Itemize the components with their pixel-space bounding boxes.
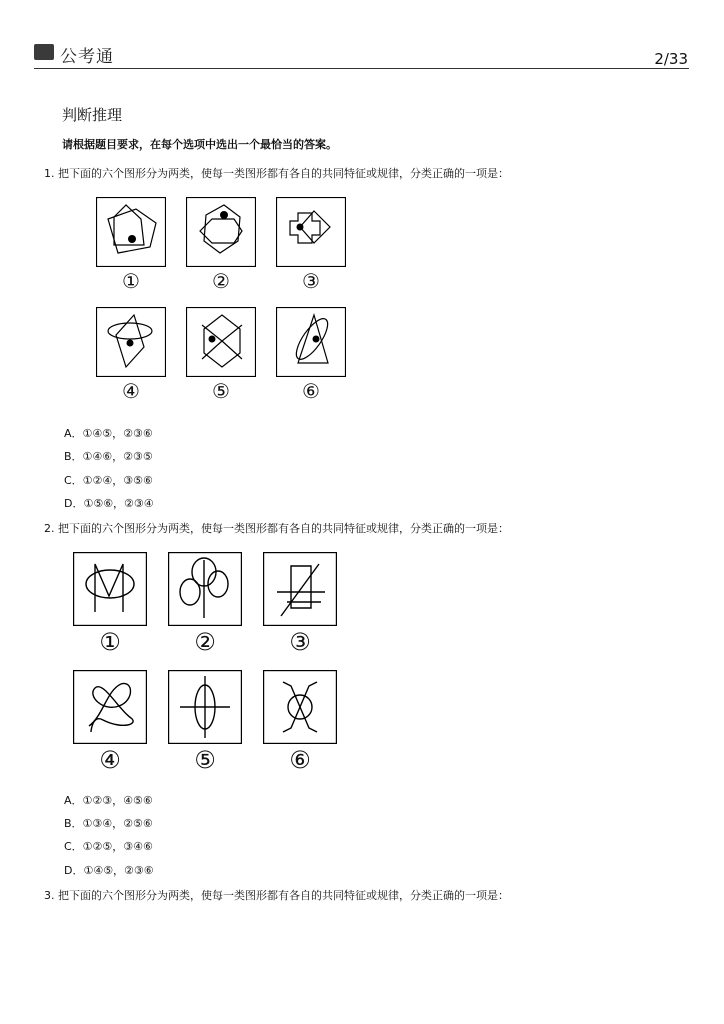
page-number: 2/33 [654,50,688,68]
question-stem: 把下面的六个图形分为两类，使每一类图形都有各自的共同特征或规律，分类正确的一项是： [58,167,509,180]
question-1 [44,165,509,181]
q1-figure-3 [276,197,346,267]
section-title: 判断推理 [62,106,123,124]
question-number: 3. [44,889,55,902]
q1-label-2: ② [212,269,230,293]
q1-label-1: ① [122,269,140,293]
brand-logo-icon [34,44,54,60]
question-stem: 把下面的六个图形分为两类，使每一类图形都有各自的共同特征或规律，分类正确的一项是： [58,889,509,902]
question-3 [44,887,509,903]
q2-label-5: ⑤ [194,746,216,774]
section-instruction: 请根据题目要求，在每个选项中选出一个最恰当的答案。 [62,138,337,151]
question-number: 2. [44,522,55,535]
q1-label-4: ④ [122,379,140,403]
question-2 [44,520,509,536]
q2-figure-6 [263,670,337,744]
q2-option-b[interactable]: B．①③④，②⑤⑥ [64,817,153,830]
q1-option-c[interactable]: C．①②④，③⑤⑥ [64,474,153,487]
q1-option-a[interactable]: A．①④⑤，②③⑥ [64,427,153,440]
q1-figure-4 [96,307,166,377]
q2-label-2: ② [194,628,216,656]
q2-label-6: ⑥ [289,746,311,774]
q2-label-1: ① [99,628,121,656]
q2-figure-2 [168,552,242,626]
q2-figure-3 [263,552,337,626]
header-divider [34,68,689,69]
q2-figure-1 [73,552,147,626]
q1-figure-6 [276,307,346,377]
q2-option-c[interactable]: C．①②⑤，③④⑥ [64,840,153,853]
q1-option-b[interactable]: B．①④⑥，②③⑤ [64,450,153,463]
q1-figure-1 [96,197,166,267]
q1-label-3: ③ [302,269,320,293]
q1-option-d[interactable]: D．①⑤⑥，②③④ [64,497,154,510]
q2-label-4: ④ [99,746,121,774]
question-stem: 把下面的六个图形分为两类，使每一类图形都有各自的共同特征或规律，分类正确的一项是： [58,522,509,535]
q2-figure-5 [168,670,242,744]
q2-figure-4 [73,670,147,744]
q1-figure-2 [186,197,256,267]
q2-label-3: ③ [289,628,311,656]
q1-label-6: ⑥ [302,379,320,403]
q1-figure-5 [186,307,256,377]
q2-option-d[interactable]: D．①④⑤，②③⑥ [64,864,154,877]
q1-label-5: ⑤ [212,379,230,403]
question-number: 1. [44,167,55,180]
q2-option-a[interactable]: A．①②③，④⑤⑥ [64,794,153,807]
brand-name: 公考通 [60,47,114,67]
